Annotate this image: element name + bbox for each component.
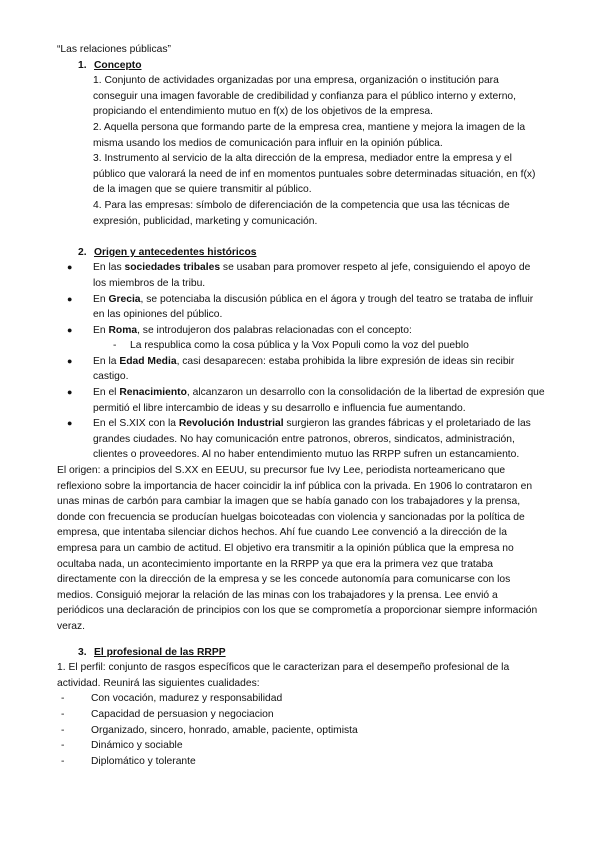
section-1-heading — [78, 58, 545, 74]
list-item: ● En el S.XIX con la Revolución Industrial surgieron las grandes fábricas y el proletariado de las grandes ciudades. No hay comunicación entre patronos, obreros, sindicatos, administración, clientes o proveedores. Al no haber entendimiento mutuo las RRPP sufren un estancamiento. — [67, 418, 531, 461]
dash-icon: - — [61, 740, 65, 752]
concept-definitions — [93, 73, 545, 229]
history-bullet-list-continued — [57, 354, 545, 463]
section-title: El profesional de las RRPP — [94, 646, 226, 658]
list-item: - Con vocación, madurez y responsabilidad — [57, 691, 545, 707]
list-item: - Capacidad de persuasion y negociacion — [57, 707, 545, 723]
bullet-icon: ● — [67, 387, 73, 398]
bullet-icon: ● — [67, 418, 73, 429]
section-number: 3. — [78, 646, 87, 658]
roma-sub-item: - La respublica como la cosa pública y la Vox Populi como la voz del pueblo — [57, 338, 545, 354]
definition-paragraph: 1. Conjunto de actividades organizadas por una empresa, organización o institución para conseguir una imagen favorable de credibilidad y confianza para el público interno y externo, propiciando el entendimiento mutuo en f(x) de los objetivos de la empresa. — [93, 75, 517, 118]
dash-icon: - — [61, 693, 65, 705]
section-3-heading — [78, 645, 545, 661]
section-number: 1. — [78, 59, 87, 71]
list-item: ● En Roma, se introdujeron dos palabras relacionadas con el concepto: — [57, 323, 545, 339]
bullet-icon: ● — [67, 262, 73, 273]
definition-paragraph: 4. Para las empresas: símbolo de diferenciación de la competencia que usa las técnicas de expresión, publicidad, marketing y comunicación. — [93, 199, 510, 227]
dash-icon: - — [113, 340, 117, 352]
bullet-icon: ● — [67, 293, 73, 304]
definition-paragraph: 2. Aquella persona que formando parte de la empresa crea, mantiene y mejora la imagen de la misma usando los medios de comunicación para influir en la opinión pública. — [93, 121, 526, 149]
origin-paragraph: El origen: a principios del S.XX en EEUU, su precursor fue Ivy Lee, periodista norteamericano que reflexiono sobre la importancia de hacer coincidir la inf pública con la privada. En 1906 lo contrataron en unas minas de carbón para cambiar la imagen que se había ganado con los trabajadores y la prensa, donde con frecuencia se producían huelgas boicoteadas con violencia y sancionadas por la política de empresa, que intentaba silenciar dichos hechos. Ahí fue cuando Lee convenció a la dirección de la empresa para un cambio de actitud. El objetivo era transmitir a la opinión pública que la empresa no ocultaba nada, un acontecimiento importante en la RRPP ya que era la primera vez que trataba directamente con la dirección de la empresa y se les concede autonomía para comunicarse con los medios. Consiguió mejorar la relación de las minas con los trabajadores y la prensa. Lee envió a periódicos una declaración de principios con los que se comprometía a proporcionar siempre información veraz. — [57, 465, 538, 632]
document-title: “Las relaciones públicas” — [57, 44, 171, 55]
list-item: ● En el Renacimiento, alcanzaron un desarrollo con la consolidación de la libertad de expresión que permitió el libre intercambio de ideas y su desarrollo e influencia fue aumentando. — [67, 387, 545, 414]
list-item: - Diplomático y tolerante — [57, 754, 545, 770]
section-title: Concepto — [94, 59, 142, 71]
list-item: - Organizado, sincero, honrado, amable, paciente, optimista — [57, 723, 545, 739]
history-bullet-list — [57, 260, 545, 338]
list-item: ● En Grecia, se potenciaba la discusión pública en el ágora y trough del teatro se trataba de influir en las opiniones del público. — [67, 293, 534, 321]
dash-icon: - — [61, 755, 65, 767]
definition-paragraph: 3. Instrumento al servicio de la alta dirección de la empresa, mediador entre la empresa y el público que valorará la need de inf en momentos puntuales sobre determinadas situación, en f(x) de la imagen que se quiere transmitir al público. — [93, 153, 536, 196]
bullet-icon: ● — [67, 324, 73, 335]
section-number: 2. — [78, 246, 87, 258]
qualities-list — [57, 691, 545, 769]
list-item: - Dinámico y sociable — [57, 738, 545, 754]
list-item: ● En las sociedades tribales se usaban para promover respeto al jefe, consiguiendo el apoyo de los miembros de la tribu. — [67, 262, 531, 289]
section-title: Origen y antecedentes históricos — [94, 246, 257, 258]
bullet-icon: ● — [67, 355, 73, 366]
section-2-heading — [78, 245, 545, 261]
dash-icon: - — [61, 708, 65, 720]
profile-intro: 1. El perfil: conjunto de rasgos específicos que le caracterizan para el desempeño profesional de la actividad. Reunirá las siguientes cualidades: — [57, 662, 510, 689]
list-item: ● En la Edad Media, casi desaparecen: estaba prohibida la libre expresión de ideas sin recibir castigo. — [67, 355, 515, 383]
dash-icon: - — [61, 724, 65, 736]
document-page — [57, 42, 545, 769]
